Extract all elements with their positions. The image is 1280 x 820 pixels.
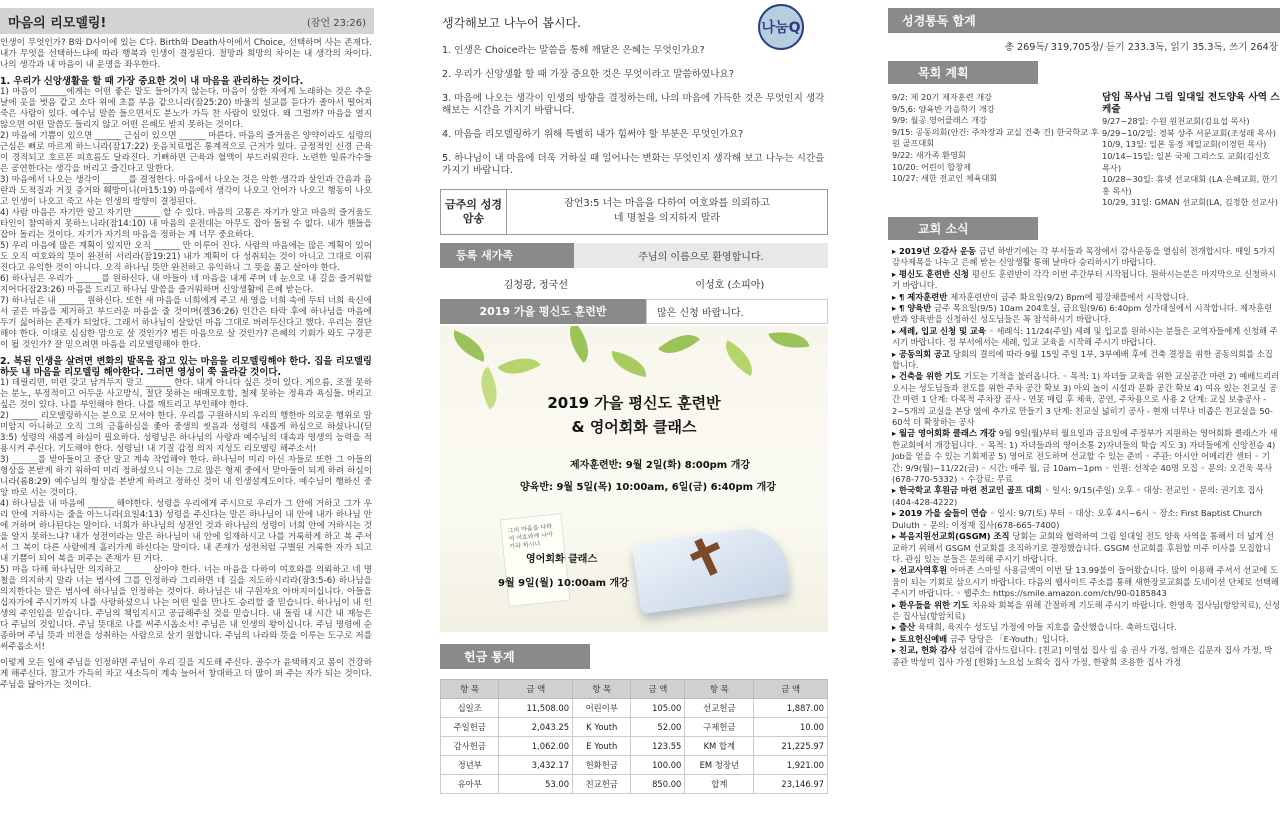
sermon-closing: 이렇게 모든 일에 주님을 인정하면 주님이 우리 길을 지도해 주신다. 골수가 윤택해지고 몸이 건강하게 해주신다. 참고가 가득히 차고 새소득이 계속 늘어서 창대하고 더 많이 퍼 주는 자가 되는 것이다. 주님을 닮아가는 것이다. xyxy=(0,658,372,690)
news-item-text: 금주 목요일(9/5) 10am 204호실, 금요일(9/6) 6:40pm 성가대실에서 시작합니다. 제자훈련반과 양육반을 신청하신 성도님들은 꼭 참석하시기 바랍니다. xyxy=(892,302,1273,325)
poster-subtitle: & 영어회화 클래스 xyxy=(571,418,697,436)
sermon-point: 1) 데릴리면, 미련 갖고 남겨두지 말고 ______ 한다. 내게 아니다 싶은 것이 있다. 게으름, 조절 못하는 분노, 부정적이고 어두운 사고방식, 절단 못하는 애매모호함, 철제 못하는 정욕과 욕심들. 버리고 싶은 것이 있다. 나를 부인해야 한다. 나를 깨트리고 부인해야 한다. xyxy=(0,378,372,410)
memory-verse-text xyxy=(507,190,827,234)
middle-column xyxy=(440,0,828,820)
plan-item: 9/5,6: 양육반 가을학기 개강 xyxy=(892,103,995,114)
sermon-point: 4) 하나님을 내 마음에 ______ 해야한다. 성령을 우리에게 주시므로 우리가 그 안에 거하고 그가 우리 안에 거하시는 줄을 아느니라(요일4:13) 성령을 주신다는 말은 하나님이 내 안에 내가 하나님 안에 거하며 하나된다는 말이다. 너희가 하나님의 성전인 것과 하나님의 성령이 너희 안에 거하시는 것을 알지 못하느냐? 내가 성전이라는 말은 하나님이 내 안에 임재하시고 나를 거룩하게 하고 복 주셔서 그 복이 다른 사람에게 흘러가게 하신다는 말이다. 내 존재가 성전처럼 구별된 거룩한 자가 되고 내 기쁨이 되어 복을 퍼주는 존재가 된 거다. xyxy=(0,499,372,564)
leaf-decoration xyxy=(718,340,761,376)
news-item-title: ▸ ¶ 양육반 xyxy=(892,302,935,313)
news-item-title: ▸ ¶ 제자훈련반 xyxy=(892,291,951,302)
verse-card: 그의 마음을 다하여 여호와께 나아가라 하시니 xyxy=(500,513,571,607)
offering-item: 구제헌금 xyxy=(685,718,754,737)
news-item-text: 당회의 결의에 따라 9월 15일 주일 1부, 3부예배 후에 건축 결정을 위한 공동의회를 소집합니다. xyxy=(892,348,1273,370)
nanum-q-badge: 나눔Q xyxy=(758,4,804,50)
news-item-text: 평신도 훈련반이 각각 이번 주간부터 시작됩니다. 원하시는분은 마지막으로 신청하시기 바랍니다. xyxy=(892,268,1277,291)
new-family-names xyxy=(440,268,828,299)
bible-reading-total: 총 269독/ 319,705장/ 듣기 233.3독, 읽기 35.3독, 쓰기 264장 xyxy=(1004,42,1278,53)
news-item xyxy=(892,531,1280,565)
sermon-point: 2) 마음에 기쁨이 있으면 ______ 근심이 있으면 ______ 마른다. 마음의 즐거움은 양약이라도 심령의 근심은 뼈로 마르게 하느니라(잠17:22) 웃음치료법은 통계적으로 근거가 있다. 긍정적인 신경 근육이 경직되고 호르몬 피흐름도 달라진다. 기뻐하면 근육과 혈액이 부드러워진다. 노련한 일류가수들은 공연한다는 생각을 버리고 즐긴다고 말한다. xyxy=(0,131,372,174)
memory-verse-line: 네 명철을 의지하지 말라 xyxy=(613,213,721,224)
news-item xyxy=(892,269,1280,292)
news-item-title: ▸ 건축을 위한 기도 xyxy=(892,371,964,382)
plan-item: 9/22: 새가족 환영회 xyxy=(892,149,966,160)
news-item-title: ▸ 월금 영어회화 클래스 개강 xyxy=(892,428,999,439)
offering-amount: 1,921.00 xyxy=(754,756,828,775)
news-item xyxy=(892,645,1280,668)
offering-item: 주일헌금 xyxy=(441,718,499,737)
news-item-title: ▸ 2019 가을 숲들이 연습 xyxy=(892,508,990,519)
offering-col-header: 항 목 xyxy=(441,680,499,699)
news-item-text: 9월 9일(월)부터 월요일과 금요일에 주정부가 지원하는 영어회화 클래스가 새한교회에서 개강됩니다. ◦ 목적: 1) 자녀들과의 영어소통 2)자녀들의 학습 지도 3) 자녀들에게 신앙전승 4) Job을 얻을 수 있는 기회제공 5) 영어로 전도하며 선교할 수 있는 준비 ◦ 주관: 아시안 어메리칸 센터 ◦ 기간: 9/9(월)~11/22(금) ◦ 시간: 매주 월, 금 10am~1pm ◦ 인원: 선착순 40명 모집 ◦ 문의: 오건욱 목사(678-770-5332) ◦ 수강료: 무료 xyxy=(892,428,1278,485)
memory-verse-line: 잠언3:5 너는 마음을 다하여 여호와를 의뢰하고 xyxy=(564,198,770,209)
training-poster xyxy=(440,326,828,632)
church-news-list xyxy=(888,240,1280,668)
right-column xyxy=(888,0,1280,820)
offering-amount: 1,062.00 xyxy=(499,737,573,756)
leaf-decoration xyxy=(769,327,810,353)
pastor-schedule-item: 10/29, 31일: GMAN 선교회(LA, 김정한 선교사) xyxy=(1102,197,1278,208)
sermon-point: 2) ______ 리모델링하시는 분으로 모셔야 한다. 우리를 구원하시되 우리의 행한바 의로운 행위로 말미암지 아니하고 오직 그의 긍휼하심을 좇아 중생의 씻음과 성령의 새롭게 하심으로 하셨나니(딛3:5) 성령의 새롭게 하심이 필요하다. 성령님은 하나님의 사랑과 예수님의 대속과 영생의 능력을 적용시켜 주신다. 기도해야 한다. 성령님! 내 기질 감정 의지 지성도 리모델링 해주소서! xyxy=(0,411,372,454)
sermon-section-2: 2. 복된 인생을 살려면 변화의 발목을 잡고 있는 마음을 리모델링해야 한다. 집을 리모델링하듯 내 마음을 리모델링 해야한다. 그러면 영성이 쭉 올라갈 것이다. xyxy=(0,356,372,378)
offering-header: 헌금 통계 xyxy=(440,644,590,669)
news-item-text: 치유와 회복을 위해 간절하게 기도해 주시기 바랍니다. 한영욱 집사님(항암치료), 신성은 집사님(항암치료) xyxy=(892,599,1280,621)
offering-row xyxy=(441,737,828,756)
sermon-point: 3) ______를 받아들이고 중단 말고 계속 작업해야 한다. 하나님이 미리 아신 자들로 또한 그 아들의 형상을 본받게 하기 위하여 미리 정하셨으니 이는 그로 많은 형제 중에서 맏아들이 되게 하려 하심이니라(롬8:29) 예수님의 형상을 본받게 하려고 정하신 것이 내 인생설계도이다. 예수님이 행하신 중앙 바로 서는 것이다. xyxy=(0,455,372,498)
offering-amount: 2,043.25 xyxy=(499,718,573,737)
sermon-point: 5) 우리 마음에 많은 계획이 있지만 오직 ______ 만 이루어 진다. 사람의 마음에는 많은 계획이 있어도 오직 여호와의 뜻이 완전히 서리라(잠19:21) 내가 계획이 다 성취되는 것이 아니고 그대로 이뤄진다고 유익한 것이 아니다. 오직 하나님 뜻만 완전하고 유익하니 그 뜻을 품고 살아야 한다. xyxy=(0,241,372,273)
news-item-text: 섬김에 감사드립니다. [친교] 이영섭 집사 임 송 권사 가정, 엄재은 김문자 집사 가정, 박종관 박성미 집사 가정 [헌화] 노요섭 노희숙 집사 가정, 한광희 조용한 집사 가정 xyxy=(892,645,1273,667)
question-item: 5. 하나님이 내 마음에 더욱 거하실 때 일어나는 변화는 무엇인지 생각해 보고 나누는 시간을 가지기 바랍니다. xyxy=(442,153,825,176)
plan-item: 9/2: 제 20기 제자훈련 개강 xyxy=(892,92,993,102)
news-item-title: ▸ 친교, 헌화 감사 xyxy=(892,645,959,656)
poster-title: 2019 가을 평신도 훈련반 xyxy=(547,394,721,412)
offering-col-header: 금 액 xyxy=(754,680,828,699)
question-list xyxy=(440,45,828,177)
news-item xyxy=(892,371,1280,428)
pastor-schedule-item: 10/28~30일: 휴넷 선교대회 (LA 은혜교회, 한기홍 목사) xyxy=(1102,174,1278,196)
offering-col-header: 항 목 xyxy=(573,680,631,699)
new-family-name: 이성호 (소피아) xyxy=(695,280,765,291)
offering-item: 십일조 xyxy=(441,699,499,718)
offering-col-header: 금 액 xyxy=(631,680,685,699)
news-item-title: ▸ 선교사역후원 xyxy=(892,565,951,576)
plan-item: 9/9: 월공 영어클래스 개강 xyxy=(892,115,987,126)
poster-line: 양육반: 9월 5일(목) 10:00am, 6일(금) 6:40pm 개강 xyxy=(520,482,776,493)
question-item: 2. 우리가 신앙생활 할 때 가장 중요한 것은 무엇이라고 말씀하였나요? xyxy=(442,69,734,80)
offering-amount: 21,225.97 xyxy=(754,737,828,756)
question-item: 3. 마음에 나오는 생각이 인생의 방향을 결정하는데, 나의 마음에 가득한 것은 무엇인지 생각해보는 시간을 가지기 바랍니다. xyxy=(442,93,825,116)
leaf-decoration xyxy=(498,348,541,384)
offering-item: K Youth xyxy=(573,718,631,737)
offering-header-row xyxy=(441,680,828,699)
leaf-decoration xyxy=(559,326,599,363)
news-item-text: 기도는 기적을 불러옵니다. ◦ 목적: 1) 자녀들 교육을 위한 교실공간 마련 2) 예배드리러 오시는 성도님들과 전도를 위한 주차 공간 확보 3) 아외 놀이 시설과 문화 공간 확보 4) 여유 있는 친교실 공간 마련 1 단계: 다목적 주차장 공사 - 연못 매립 후 체육, 공연, 주차용으로 사용 2 단계: 교실 보충공사 - 2~5개의 교실을 본당 옆에 추가로 만들기 3 단계: 친교실 넓히기 공사 - 현재 너무나 비좁은 친교실을 50-60석 더 확장하는 공사 xyxy=(892,371,1280,428)
offering-item: 친교헌금 xyxy=(573,775,631,794)
news-item-title: ▸ 평신도 훈련반 신청 xyxy=(892,268,972,279)
leaf-decoration xyxy=(609,351,650,377)
news-item xyxy=(892,349,1280,372)
sermon-title: 마음의 리모델링! xyxy=(8,15,107,31)
questions-title: 생각해보고 나누어 봅시다. xyxy=(442,16,581,30)
offering-item: E Youth xyxy=(573,737,631,756)
training-header xyxy=(440,299,828,324)
offering-amount: 3,432.17 xyxy=(499,756,573,775)
plan-schedule xyxy=(892,92,1102,209)
sermon-point: 3) 마음에서 나오는 생각이 ______를 결정한다. 마음에서 나오는 것은 악한 생각과 살인과 간음과 음란과 도적질과 거짓 증거와 훼방이니(마15:19) 마음에서 생각이 나오고 언어가 나오고 행동이 나오고 인생이 나오고 죽고 사는 인생의 방향이 결정된다. xyxy=(0,175,372,207)
offering-item: 어린이부 xyxy=(573,699,631,718)
news-item xyxy=(892,508,1280,531)
offering-item: 헌화헌금 xyxy=(573,756,631,775)
sermon-point: 7) 하나님은 내 ______ 원하신다. 또한 새 마음을 너희에게 주고 새 영을 너희 속에 두되 너희 육신에서 굳은 마음을 제거하고 부드러운 마음을 줄 것이며(겔36:26) 인간은 타락 후에 하나님을 마음에 두기 싫어하는 존재가 되었다. 그래서 하나님이 살았던 마음 그대로 버려두신다고 했다. 우리는 결단해야 한다. 이대로 심심한 맘으로 살 것인가? 병든 마음으로 살 것인가? 은혜의 기회가 와도 구경꾼이 될 것인가? 잘 믿으려면 마음을 리모델링해야 한다. xyxy=(0,296,372,350)
offering-row xyxy=(441,718,828,737)
news-item-text: 당회는 교회와 협력하여 그림 일대일 전도 양육 사역을 통해서 더 넓게 선교하기 위해서 GSGM 선교회를 조직하기로 결정했습니다. GSGM 선교회를 후원할 미주 이사를 모집합니다. 관심 있는 분들은 문의해 주시기 바랍니다. xyxy=(892,531,1274,564)
sermon-section-1: 1. 우리가 신앙생활을 할 때 가장 중요한 것이 내 마음을 관리하는 것이다. xyxy=(0,76,304,87)
news-item-title: ▸ 복음지원선교회(GSGM) 조직 xyxy=(892,531,1013,542)
pastor-schedule xyxy=(1102,92,1280,209)
training-text: 많은 신청 바랍니다. xyxy=(646,299,828,324)
news-item-text: ◦ 세례식: 11/24(주일) 세례 및 입교를 원하시는 분들은 교역자들에게 신청해 주시기 바랍니다. 정 부서에서는 세례, 입교 교육을 시작해 주시기 바랍니다. xyxy=(892,325,1278,348)
sermon-point: 4) 사람 마음은 자기만 알고 자기만 ______ 할 수 있다. 마음의 고통은 자기가 알고 마음의 즐거움도 타인이 참여하지 못하느니라(잠14:10) 내 마음의 운전대는 아무도 잡아 돌릴 수 없다. 내가 핸들을 잡아 돌리는 것이다. 자기가 자기의 마음을 정하는 게 너무 중요하다. xyxy=(0,208,372,240)
poster-line: 9월 9일(월) 10:00am 개강 xyxy=(498,578,629,589)
poster-line: 영어회화 클래스 xyxy=(526,554,598,565)
offering-amount: 23,146.97 xyxy=(754,775,828,794)
offering-amount: 53.00 xyxy=(499,775,573,794)
leaf-decoration xyxy=(448,330,491,362)
plan-item: 10/27: 새한 전교인 체육대회 xyxy=(892,173,998,184)
bible-reading-header: 성경통독 합계 xyxy=(888,8,1280,33)
offering-item: KM 합계 xyxy=(685,737,754,756)
question-item: 4. 마음을 리모델링하기 위해 특별히 내가 힘써야 할 부분은 무엇인가요? xyxy=(442,129,744,140)
news-item xyxy=(892,246,1280,269)
offering-row xyxy=(441,775,828,794)
offering-amount: 11,508.00 xyxy=(499,699,573,718)
training-label: 2019 가을 평신도 훈련반 xyxy=(440,299,646,324)
offering-amount: 10.00 xyxy=(754,718,828,737)
news-item-title: ▸ 2019년 오감사 운동 xyxy=(892,245,979,256)
news-item-text: 아마존 스마일 사용금액이 이번 달 13.99불이 들어왔습니다. 많이 이용해 주셔서 선교에 도움이 되는 기회로 삼으시기 바랍니다. 다음의 웹사이트 주소를 통해 새한장로교회를 도네이션 단체로 선택해 주시기 바랍니다. ◦ 웹주소: https://smile.amazon.com/ch/90-0185843 xyxy=(892,565,1279,599)
offering-table xyxy=(440,679,828,794)
pastor-schedule-item: 10/14~15일: 일본 국제 그리스도 교회(김신호 목사) xyxy=(1102,150,1270,173)
sermon-point: 5) 마음 다해 하나님만 의지하고 ______ 살아야 한다. 너는 마음을 다하여 여호와를 의뢰하고 네 명철을 의지하지 말라 너는 범사에 그를 인정하라 그리하면 네 길을 지도하시리라(잠3:5-6) 하나님을 의지한다는 말은 범사에 하나님을 인정하는 것이다. 하나님은 내 구원자요 아버지이십니다. 아들을 십자가에 주시기까지 나를 사랑하셨으니 나는 어떤 일을 만나도 승리할 줄 믿습니다. 하나님이 내 인생의 주인임을 믿습니다. 주님의 책임지시고 공급해주실 것을 믿습니다. 내 돌림 내 시간 내 재능은 다 주님의 것입니다. 주님 뜻대로 나를 써주시옵소서! 주님은 내 인생의 왕이십니다. 주님 명령에 순종하며 주님 뜻과 비전을 성취하는 사람으로 살기 원합니다. 주님의 나라와 뜻을 이루는 도구로 저를 써주옵소서! xyxy=(0,565,372,652)
offering-row xyxy=(441,756,828,775)
offering-item: 합계 xyxy=(685,775,754,794)
offering-item: EM 청장년 xyxy=(685,756,754,775)
plan-item: 9/15: 공동의회(안건: 주차장과 교실 건축 건) 한국학교 후원 골프대회 xyxy=(892,126,1099,149)
offering-item: 감사헌금 xyxy=(441,737,499,756)
sermon-column xyxy=(0,0,380,820)
news-item xyxy=(892,622,1280,633)
offering-item: 유아부 xyxy=(441,775,499,794)
poster-line: 제자훈련반: 9월 2일(화) 8:00pm 개강 xyxy=(570,460,751,471)
new-family-label: 등록 새가족 xyxy=(440,243,574,268)
pastor-schedule-item: 9/29~10/2일: 경북 상주 서문교회(조성래 목사) xyxy=(1102,127,1276,138)
news-item xyxy=(892,600,1280,623)
news-item-text: 제자훈련반이 금주 화요일(9/2) 8pm에 평강채플에서 시작합니다. xyxy=(950,291,1189,302)
new-family-welcome: 주님의 이름으로 환영합니다. xyxy=(574,243,828,268)
news-item-title: ▸ 한국학교 후원금 마련 전교인 골프 대회 xyxy=(892,485,1045,496)
news-item-text: 금주 당당은 「E-Youth」입니다. xyxy=(950,633,1069,644)
memory-verse-box xyxy=(440,189,828,235)
news-item-title: ▸ 출산 xyxy=(892,622,918,633)
offering-amount: 123.55 xyxy=(631,737,685,756)
news-item-text: ◦ 일시: 9/15(주일) 오후 ◦ 대상: 전교인 ◦ 문의: 권기호 집사(404-428-4222) xyxy=(892,485,1264,507)
offering-amount: 105.00 xyxy=(631,699,685,718)
news-item xyxy=(892,326,1280,349)
new-family-name: 김청광, 정국선 xyxy=(503,280,568,291)
news-item xyxy=(892,485,1280,508)
offering-col-header: 금 액 xyxy=(499,680,573,699)
leaf-decoration xyxy=(658,326,700,364)
sermon-reference: (잠언 23:26) xyxy=(306,17,366,29)
pastor-schedule-item: 10/9, 13일: 일본 동경 제일교회(이경헌 목사) xyxy=(1102,139,1267,150)
news-item xyxy=(892,428,1280,485)
news-item xyxy=(892,565,1280,599)
offering-row xyxy=(441,699,828,718)
news-item xyxy=(892,303,1280,326)
news-item xyxy=(892,292,1280,303)
sermon-intro: 인생이 무엇인가? B와 D사이에 있는 C다. Birth와 Death사이에서 Choice, 선택하며 사는 존재다. 내가 무엇을 선택하느냐에 따라 행복과 인생이 결정된다. 절망과 희망의 차이는 내 생각의 차이다. 나의 생각과 내 마음이 내 운명을 좌우한다. xyxy=(0,38,372,70)
plan-item: 10/20: 어린이 합창제 xyxy=(892,161,972,172)
offering-amount: 1,887.00 xyxy=(754,699,828,718)
offering-amount: 850.00 xyxy=(631,775,685,794)
offering-amount: 100.00 xyxy=(631,756,685,775)
news-item-title: ▸ 환우들을 위한 기도 xyxy=(892,599,972,610)
offering-col-header: 항 목 xyxy=(685,680,754,699)
news-item-text: 금년 하반기에는 각 부서들과 목장에서 감사운동을 열심히 전개합시다. 매일 5가지 감사제목을 나누고 은혜 받는 신앙생활 통해 날마다 승리하시기 바랍니다. xyxy=(892,245,1276,268)
new-family-header xyxy=(440,243,828,268)
sermon-point: 6) 하나님은 우리가 ______를 원하신다. 내 아들아 네 마음을 내게 주며 네 눈으로 내 길을 즐거워할지어다(잠23:26) 마음을 드리고 하나님 말씀을 즐거워하며 신앙생활에 은혜 받는다. xyxy=(0,274,372,295)
news-item-title: ▸ 공동의회 공고 xyxy=(892,348,953,359)
ministry-plan xyxy=(888,84,1280,215)
pastor-schedule-item: 9/27~28일: 수원 원천교회(김요섭 목사) xyxy=(1102,116,1250,127)
offering-amount: 52.00 xyxy=(631,718,685,737)
church-news-header: 교회 소식 xyxy=(888,217,1038,240)
pastor-schedule-title: 담임 목사님 그림 일대일 전도양육 사역 스케줄 xyxy=(1102,92,1280,115)
offering-item: 정년부 xyxy=(441,756,499,775)
memory-verse-label: 금주의 성경암송 xyxy=(441,190,507,234)
news-item-text: 육태희, 육지수 성도님 가정에 아들 지호를 출산했습니다. 축하드립니다. xyxy=(917,622,1177,633)
news-item-title: ▸ 세례, 입교 신청 및 교육 xyxy=(892,325,989,336)
news-item-title: ▸ 토요헌신예배 xyxy=(892,633,951,644)
offering-item: 선교헌금 xyxy=(685,699,754,718)
sermon-title-bar xyxy=(0,8,374,34)
ministry-plan-header: 목회 계획 xyxy=(888,61,1038,84)
sermon-body xyxy=(0,34,374,691)
news-item xyxy=(892,634,1280,645)
news-item-text: ◦ 일시: 9/7(토) 부터 ◦ 대상: 오후 4시~6시 ◦ 장소: First Baptist Church Duluth ◦ 문의: 이정재 집사(678-665-7400) xyxy=(892,508,1263,530)
question-item: 1. 인생은 Choice라는 말씀을 통해 깨달은 은혜는 무엇인가요? xyxy=(442,45,705,56)
sermon-point: 1) 마음이 ______에게는 어떤 좋은 말도 들어가지 않는다. 마음이 상한 자에게 노래하는 것은 추운 날에 옷을 벗음 같고 소다 위에 초를 부음 같으니라(잠25:20) 바울의 설교를 듣다가 졸아서 떨어져 죽은 사람이 있다. 예수님 말씀 들으면서도 분노가 가득 찬 사람이 있었다. 왜 그럴까? 마음을 열지 않으면 어떤 말씀도 들리지 않고 어떤 은혜도 받지 못하는 것이다. xyxy=(0,87,372,130)
